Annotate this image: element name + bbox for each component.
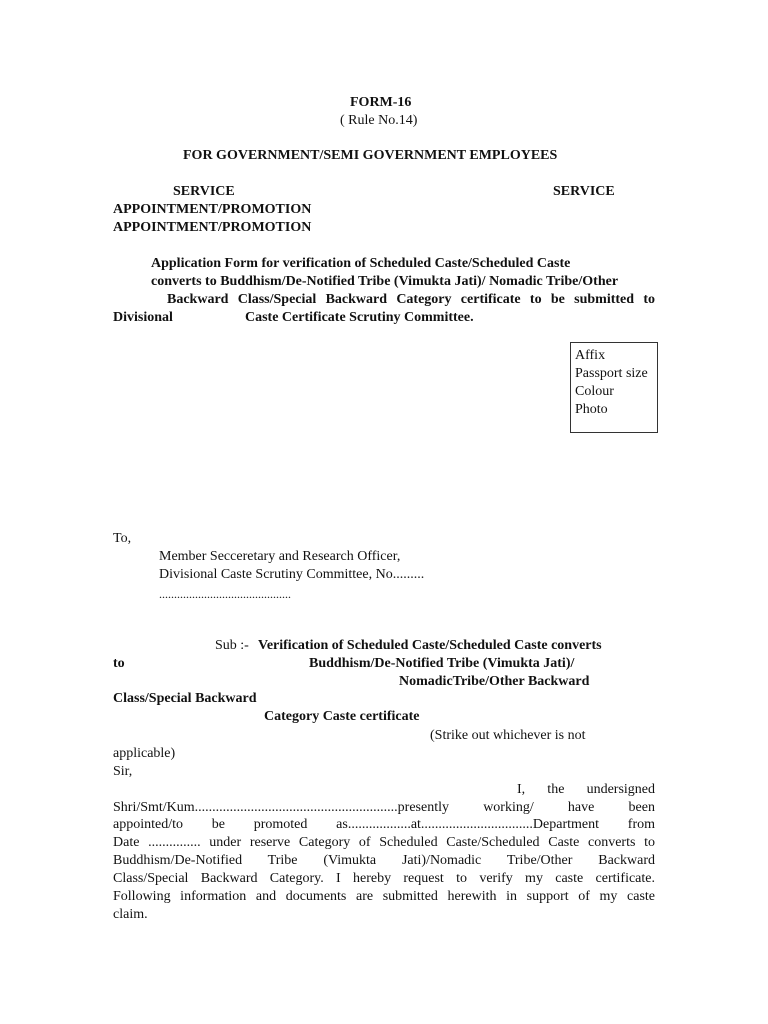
photo-box-line-2: Passport size xyxy=(575,366,648,381)
employee-category-heading: FOR GOVERNMENT/SEMI GOVERNMENT EMPLOYEES xyxy=(183,148,558,163)
purpose-line-3: Backward Class/Special Backward Category certificate to be submitted to xyxy=(167,292,655,307)
photo-box xyxy=(570,342,658,433)
subject-note-2: applicable) xyxy=(113,746,176,761)
subject-note: (Strike out whichever is not xyxy=(430,728,586,743)
salutation: Sir, xyxy=(113,764,133,779)
form-number: FORM-16 xyxy=(350,95,412,110)
body-line-6: Class/Special Backward Category. I hereby request to verify my caste certificate. xyxy=(113,871,655,886)
rule-number: ( Rule No.14) xyxy=(340,113,418,128)
body-line-7: Following information and documents are submitted herewith in support of my caste xyxy=(113,889,655,904)
photo-box-line-1: Affix xyxy=(575,348,606,363)
service-label-right: SERVICE xyxy=(553,184,615,199)
photo-box-line-3: Colour xyxy=(575,384,614,399)
body-line-1: I, the undersigned xyxy=(517,782,655,797)
subject-line-4: Class/Special Backward xyxy=(113,691,257,706)
address-to: To, xyxy=(113,531,132,546)
subject-to: to xyxy=(113,656,125,671)
purpose-line-1: Application Form for verification of Scheduled Caste/Scheduled Caste xyxy=(151,256,571,271)
body-line-2: Shri/Smt/Kum..........................................................presently working/ have been xyxy=(113,800,655,815)
subject-line-3: NomadicTribe/Other Backward xyxy=(399,674,590,689)
purpose-line-4b: Caste Certificate Scrutiny Committee. xyxy=(245,310,474,325)
address-line-1: Member Secceretary and Research Officer, xyxy=(159,549,401,564)
service-label-left: SERVICE xyxy=(173,184,235,199)
purpose-line-2: converts to Buddhism/De-Notified Tribe (Vimukta Jati)/ Nomadic Tribe/Other xyxy=(151,274,619,289)
body-line-8: claim. xyxy=(113,907,148,922)
subject-line-2: Buddhism/De-Notified Tribe (Vimukta Jati)/ xyxy=(309,656,575,671)
purpose-line-4a: Divisional xyxy=(113,310,173,325)
body-line-3: appointed/to be promoted as..................at................................Department from xyxy=(113,817,655,832)
body-line-5: Buddhism/De-Notified Tribe (Vimukta Jati)/Nomadic Tribe/Other Backward xyxy=(113,853,655,868)
appointment-promotion-line-1: APPOINTMENT/PROMOTION xyxy=(113,202,312,217)
address-line-3: ............................................ xyxy=(159,587,291,601)
body-line-4: Date ............... under reserve Category of Scheduled Caste/Scheduled Caste converts to xyxy=(113,835,655,850)
subject-prefix: Sub :- xyxy=(215,638,249,653)
address-line-2: Divisional Caste Scrutiny Committee, No......... xyxy=(159,567,425,582)
appointment-promotion-line-2: APPOINTMENT/PROMOTION xyxy=(113,220,312,235)
photo-box-line-4: Photo xyxy=(575,402,608,417)
subject-line-5: Category Caste certificate xyxy=(264,709,420,724)
subject-line-1: Verification of Scheduled Caste/Scheduled Caste converts xyxy=(258,638,602,653)
